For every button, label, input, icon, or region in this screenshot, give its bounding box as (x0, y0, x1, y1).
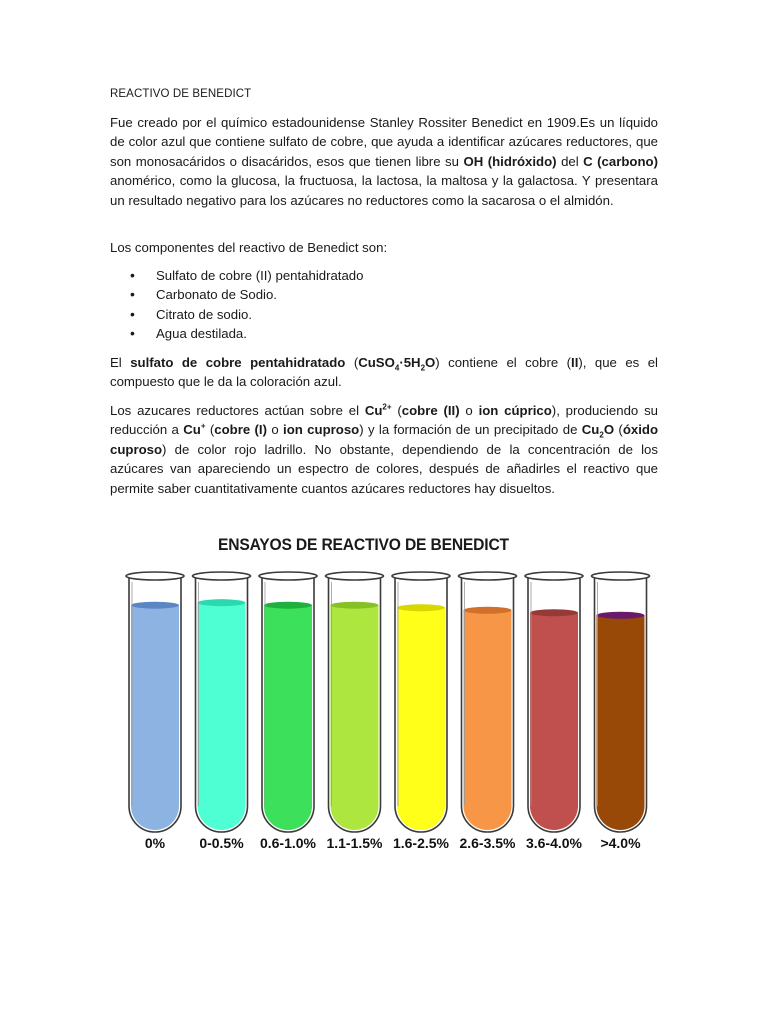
tube-liquid (264, 605, 312, 830)
tube-label: 0% (144, 835, 166, 851)
tube-rim (126, 572, 184, 580)
text-run: O (603, 422, 615, 438)
text-run: CuSO (358, 355, 395, 370)
tube-meniscus (597, 612, 645, 619)
text-run: del (556, 153, 584, 169)
text-run: o (266, 422, 284, 438)
tube-rim (459, 572, 517, 580)
tube-rim (326, 572, 384, 580)
text-run: Cu (364, 403, 383, 418)
bold-term: cobre (I) (214, 422, 267, 438)
components-list (110, 266, 363, 344)
test-tube (392, 572, 450, 851)
text-run: ) de color rojo ladrillo. No obstante, dependiendo de la concentración de los azúcares van apareciendo un espectro de colores, después de añadirles el reactivo que permite saber cuantitativamente cuantos azúcares reductores hay disueltos. (110, 441, 658, 496)
text-run: O (425, 355, 436, 370)
list-item: • Carbonato de Sodio. (110, 285, 363, 304)
bold-term: cobre (II) (401, 403, 460, 418)
list-item: • Citrato de sodio. (110, 305, 363, 324)
tube-liquid (198, 603, 246, 830)
tube-rim (525, 572, 583, 580)
test-tube (126, 572, 184, 851)
chemical-formula (581, 422, 615, 441)
tube-rim (259, 572, 317, 580)
tube-liquid (331, 605, 379, 830)
paragraph-copper-sulfate (110, 353, 658, 392)
tube-meniscus (397, 604, 445, 611)
test-tubes-figure (0, 520, 768, 860)
text-run: ) contiene el cobre ( (435, 355, 572, 370)
superscript: + (200, 422, 206, 432)
paragraph-reduction (110, 401, 658, 498)
bold-term: ion cúprico (478, 403, 552, 418)
tube-meniscus (331, 602, 379, 609)
tube-label: 1.6-2.5% (392, 835, 450, 851)
tube-liquid (530, 613, 578, 830)
document-heading: REACTIVO DE BENEDICT (110, 88, 252, 100)
tube-meniscus (198, 599, 246, 606)
tube-liquid (397, 608, 445, 830)
tube-label: 1.1-1.5% (326, 835, 383, 851)
text-run: El (110, 355, 131, 370)
test-tube (592, 572, 650, 851)
tube-rim (592, 572, 650, 580)
tube-label: 3.6-4.0% (525, 835, 583, 851)
tube-meniscus (530, 609, 578, 616)
text-run: ) y la formación de un precipitado de (359, 422, 582, 438)
tube-rim (193, 572, 251, 580)
list-item: • Sulfato de cobre (II) pentahidratado (110, 266, 363, 285)
figure-title: ENSAYOS DE REACTIVO DE BENEDICT (218, 535, 509, 554)
tube-liquid (131, 605, 179, 830)
tube-liquid (464, 610, 512, 830)
paragraph-components-intro: Los componentes del reactivo de Benedict son: (110, 240, 388, 255)
text-run: ), produciendo su reducción a (110, 403, 658, 438)
subscript: 2 (599, 431, 604, 441)
text-run: o (459, 403, 479, 418)
subscript: 4 (394, 363, 400, 373)
tube-meniscus (464, 607, 512, 614)
bold-term: C (carbono) (583, 153, 658, 169)
tube-rim (392, 572, 450, 580)
tube-liquid (597, 615, 645, 830)
tube-meniscus (131, 602, 179, 609)
text-run: Los azucares reductores actúan sobre el (110, 403, 365, 418)
bold-term: OH (hidróxido) (463, 153, 557, 169)
text-run: ), que es el compuesto que le da la coloración azul. (110, 355, 658, 390)
tube-label: 0.6-1.0% (259, 835, 317, 851)
text-run: ( (614, 422, 623, 438)
tube-label: 2.6-3.5% (459, 835, 516, 851)
text-run: ( (345, 355, 359, 370)
chemical-formula (183, 422, 205, 437)
bold-term: ion cuproso (283, 422, 360, 438)
text-run: Cu (183, 422, 201, 438)
tube-label: 0-0.5% (199, 835, 244, 851)
test-tube (326, 572, 384, 851)
superscript: 2+ (382, 402, 392, 412)
text-run: Cu (581, 422, 600, 438)
text-run: ·5H (399, 355, 421, 370)
bold-term: II (571, 355, 579, 370)
list-item: • Agua destilada. (110, 324, 363, 343)
test-tube (193, 572, 251, 851)
subscript: 2 (420, 363, 426, 373)
test-tube (459, 572, 517, 851)
text-run: ( (205, 422, 215, 438)
tube-meniscus (264, 602, 312, 609)
text-run: ( (391, 403, 402, 418)
test-tube (525, 572, 583, 851)
chemical-formula (358, 355, 436, 373)
chemical-formula (365, 403, 392, 418)
bold-term: óxido cuproso (110, 422, 659, 457)
test-tube (259, 572, 317, 851)
text-run: Fue creado por el químico estadounidense Stanley Rossiter Benedict en 1909.Es un líquido de color azul que contiene sulfato de cobre, que ayuda a identificar azúcares reductores, que son monosacáridos o disacáridos, esos que tienen libre su (110, 115, 658, 169)
tube-label: >4.0% (600, 835, 641, 851)
bold-term: sulfato de cobre pentahidratado (130, 355, 346, 370)
paragraph-intro (110, 113, 658, 210)
text-run: anomérico, como la glucosa, la fructuosa, la lactosa, la maltosa y la galactosa. Y presentara un resultado negativo para los azúcares no reductores como la sacarosa o el almidón. (110, 173, 658, 208)
